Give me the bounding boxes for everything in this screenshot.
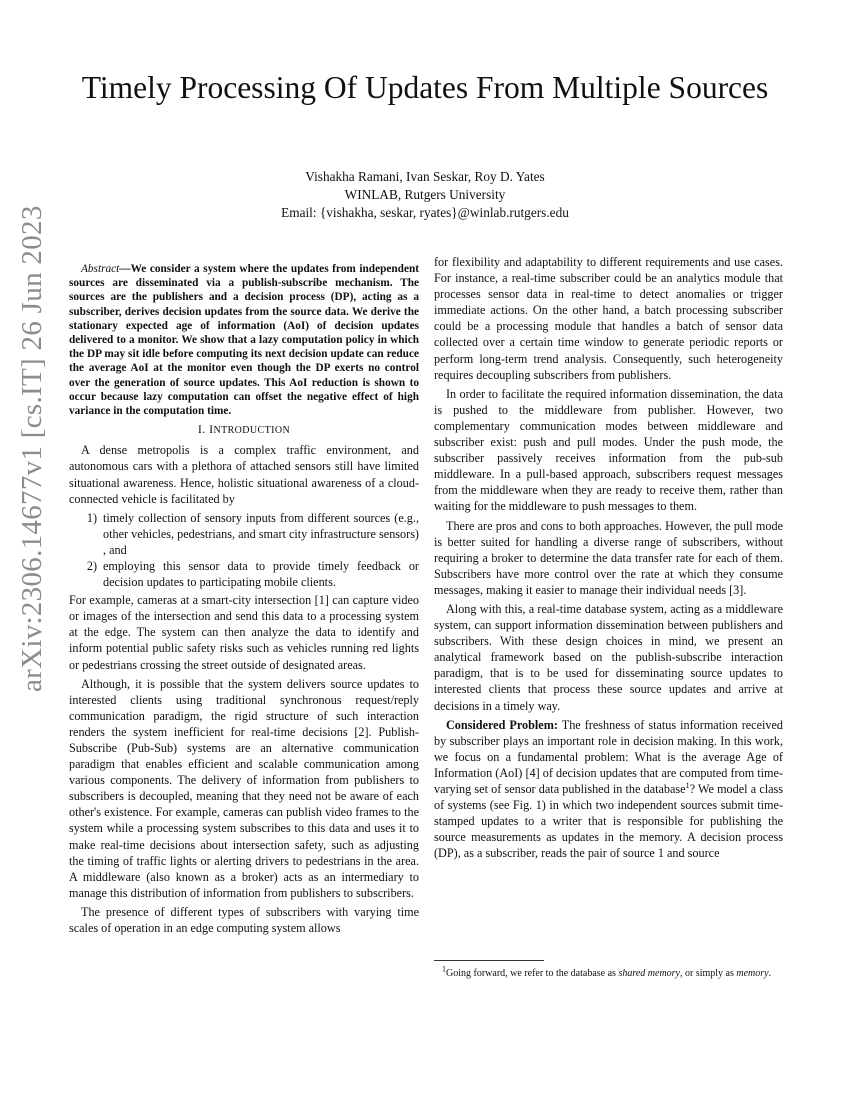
body-paragraph: There are pros and cons to both approaches. However, the pull mode is better suited for handling a diverse range of subscribers, without requiring a broker to determine the data transfer rate for each of them. Subscribers have more control over the rate at which they consume messages, making it easier to manage their individual needs [3]. <box>434 518 783 597</box>
body-paragraph: In order to facilitate the required information dissemination, the data is pushed to the middleware from publisher. However, two complementary communication modes between middleware and subscriber exist: push and pull modes. Under the push mode, the subscriber passively receives information from the pub-sub middleware. In a pull-based approach, subscribers request messages from the middleware when they are ready to receive them, rather than waiting for the middleware to push messages to them. <box>434 386 783 514</box>
numbered-list <box>69 510 419 590</box>
body-paragraph: for flexibility and adaptability to different requirements and use cases. For instance, a real-time subscriber could be an analytics module that processes sensor data in real-time to detect anomalies or trigger immediate actions. On the other hand, a batch processing subscriber could be a processing module that handles a batch of sensor data collected over a certain time window to generate periodic reports or perform long-term trend analysis. Consequently, such heterogeneity requires decoupling subscribers from publishers. <box>434 255 783 382</box>
author-names: Vishakha Ramani, Ivan Seskar, Roy D. Yates <box>305 169 545 184</box>
email: Email: {vishakha, seskar, ryates}@winlab.rutgers.edu <box>281 205 569 220</box>
affiliation: WINLAB, Rutgers University <box>344 187 506 202</box>
left-column <box>69 262 419 939</box>
abstract <box>69 262 419 418</box>
abstract-text: —We consider a system where the updates from independent sources are disseminated via a publish-subscribe mechanism. The sources are the publishers and a decision process (DP), acting as a subscriber, derives decision updates from the source data. We derive the stationary expected age of information (AoI) of decision updates delivered to a monitor. We show that a lazy computation policy in which the DP may sit idle before computing its next decision update can reduce the average AoI at the monitor even though the DP exerts no control over the generation of source updates. This AoI reduction is shown to occur because lazy computation can offset the negative effect of high variance in the computation time. <box>69 263 419 418</box>
considered-problem-paragraph: Considered Problem: The freshness of status information received by subscriber plays an important role in decision making. In this work, we focus on a fundamental problem: What is the average Age of Information (AoI) [4] of decision updates that are computed from time-varying set of sensor data published in the database$^1$? We model a class of systems (see Fig. 1) in which two independent sources submit time-stamped updates to a writer that is responsible for publishing the source measurements as updates in the memory. A decision process (DP), as a subscriber, reads the pair of source 1 and source <box>434 717 784 861</box>
paragraph-lead: Considered Problem: <box>446 717 558 732</box>
paper-title: Timely Processing Of Updates From Multiple Sources <box>81 70 769 105</box>
footnote-marker: 1 <box>685 780 690 790</box>
right-column <box>434 254 783 864</box>
abstract-label: Abstract <box>81 263 120 275</box>
author-block <box>80 168 770 222</box>
body-paragraph: Along with this, a real-time database system, acting as a middleware system, can support information dissemination between publishers and subscribers. With these design choices in mind, we present an analytical framework based on the publish-subscribe interaction paradigm, that is to be used for disseminating source updates to interested clients that process these source updates and arrive at decisions in a timely way. <box>434 601 783 713</box>
list-item: 1) timely collection of sensory inputs from different sources (e.g., other vehicles, pedestrians, and smart city infrastructure sensors) , and <box>86 510 419 557</box>
body-paragraph: Although, it is possible that the system delivers source updates to interested clients using traditional synchronous request/reply communication paradigm, the rigid structure of such interaction renders the system inefficient for real-time decisions [2]. Publish-Subscribe (Pub-Sub) systems are an alternative communication paradigm that enables efficient and scalable communication among various components. The delivery of information from publishers to subscribers is decoupled, meaning that they need not be aware of each other's existence. For example, cameras can publish video frames to the system while a processing system subscribes to this data and uses it to make real-time decisions about intersection safety, such as adjusting the timing of traffic lights or alerting drivers to pedestrians in the area. A middleware (also known as a broker) acts as an intermediary to manage this distribution of information from publishers to subscribers. <box>69 676 419 900</box>
body-paragraph: The presence of different types of subscribers with varying time scales of operation in an edge computing system allows <box>69 904 419 936</box>
body-paragraph: For example, cameras at a smart-city intersection [1] can capture video or images of the intersection and send this data to a processing system at the edge. The system can then analyze the data to identify and inform potential public safety risks such as vehicles running red lights or pedestrians crossing the street outside of designated areas. <box>69 593 419 672</box>
arxiv-identifier: arXiv:2306.14677v1 [cs.IT] 26 Jun 2023 <box>16 205 48 692</box>
list-item: 2) employing this sensor data to provide timely feedback or decision updates to participating mobile clients. <box>86 558 419 590</box>
footnote: $^1$Going forward, we refer to the database as shared memory, or simply as memory. <box>442 964 772 979</box>
section-heading-introduction: I. INTRODUCTION <box>197 422 291 437</box>
footnote-divider <box>434 960 544 961</box>
intro-paragraph: A dense metropolis is a complex traffic environment, and autonomous cars with a plethora of attached sensors still have limited situational awareness. Hence, holistic situational awareness of a cloud-connected vehicle is facilitated by <box>69 443 419 506</box>
